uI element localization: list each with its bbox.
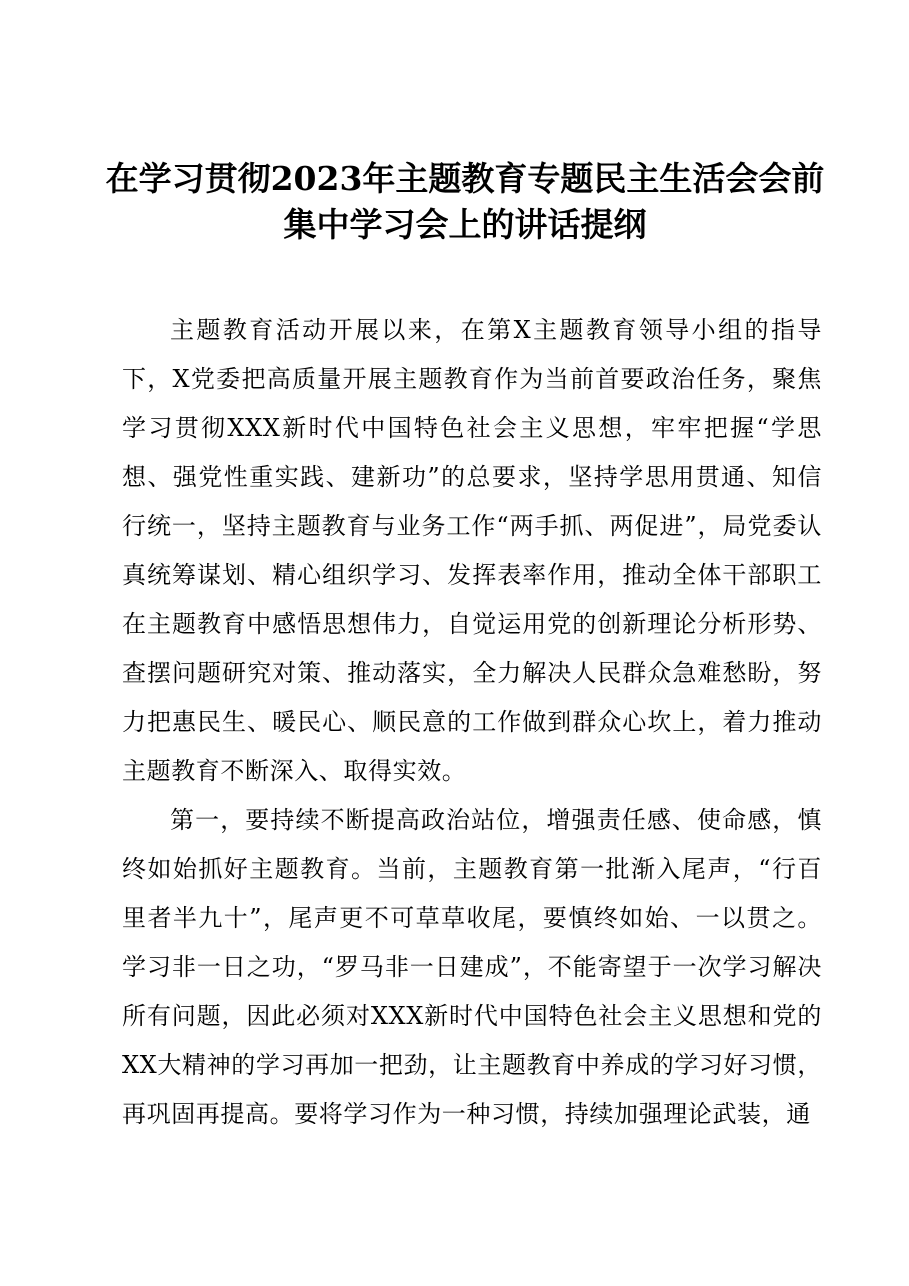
document-body <box>122 306 822 1139</box>
document-title: 在学习贯彻2023年主题教育专题民主生活会会前集中学习会上的讲话提纲 <box>105 159 825 244</box>
body-paragraph-1: 主题教育活动开展以来，在第X主题教育领导小组的指导下，X党委把高质量开展主题教育作为当前首要政治任务，聚焦学习贯彻XXX新时代中国特色社会主义思想，牢牢把握“学思想、强党性重实践、建新功”的总要求，坚持学思用贯通、知信行统一，坚持主题教育与业务工作“两手抓、两促进”，局党委认真统筹谋划、精心组织学习、发挥表率作用，推动全体干部职工在主题教育中感悟思想伟力，自觉运用党的创新理论分析形势、查摆问题研究对策、推动落实，全力解决人民群众急难愁盼，努力把惠民生、暖民心、顺民意的工作做到群众心坎上，着力推动主题教育不断深入、取得实效。 <box>122 316 822 785</box>
body-paragraph-2: 第一，要持续不断提高政治站位，增强责任感、使命感，慎终如始抓好主题教育。当前，主题教育第一批渐入尾声，“行百里者半九十”，尾声更不可草草收尾，要慎终如始、一以贯之。学习非一日之功，“罗马非一日建成”，不能寄望于一次学习解决所有问题，因此必须对XXX新时代中国特色社会主义思想和党的XX大精神的学习再加一把劲，让主题教育中养成的学习好习惯，再巩固再提高。要将学习作为一种习惯，持续加强理论武装，通 <box>122 806 822 1128</box>
